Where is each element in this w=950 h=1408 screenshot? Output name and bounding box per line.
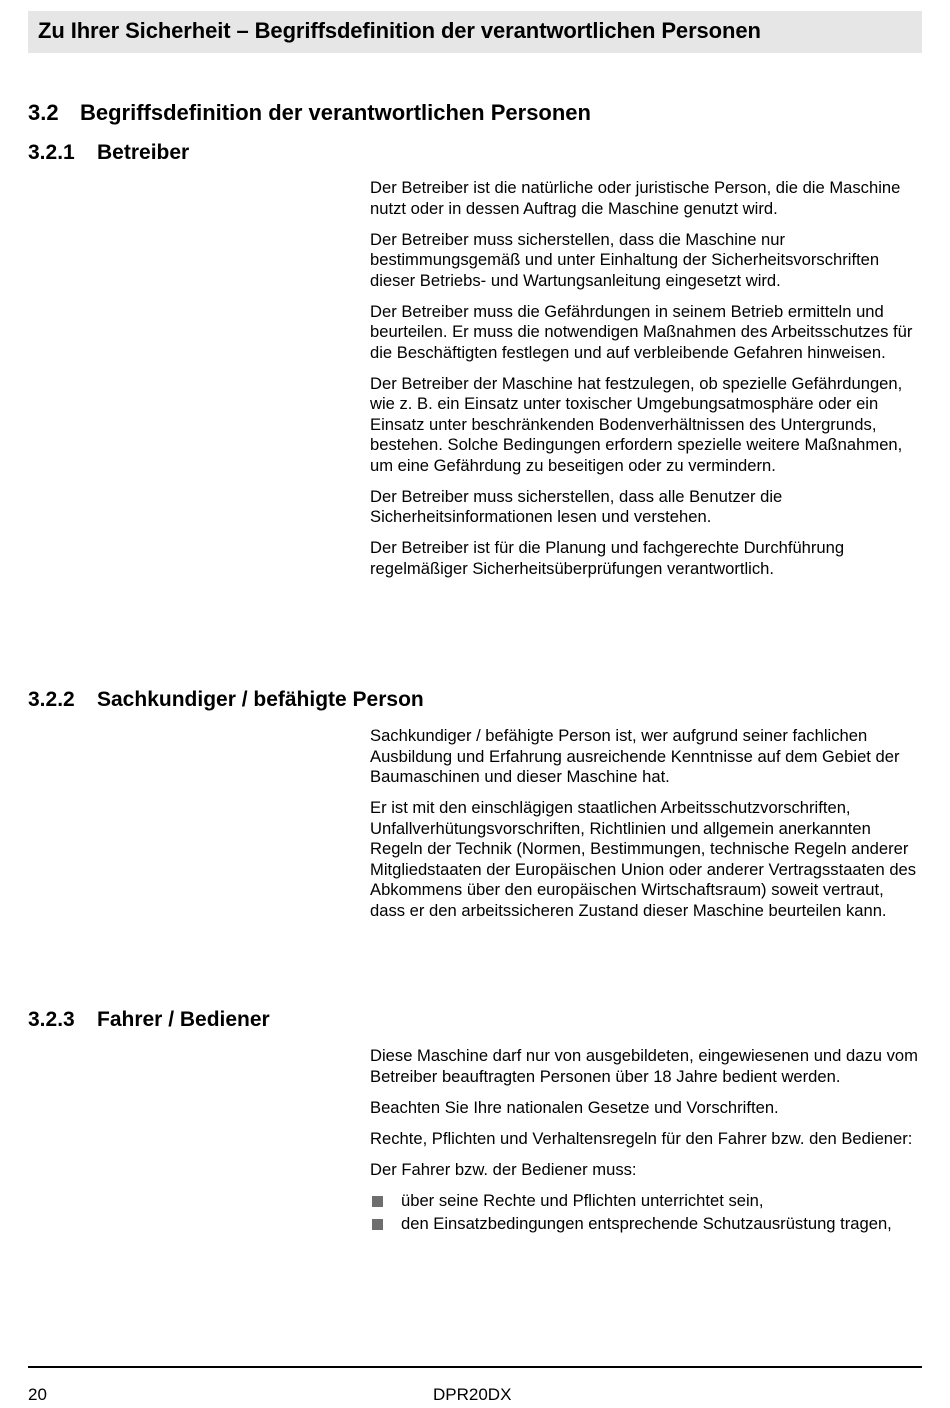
paragraph: Er ist mit den einschlägigen staatlichen Arbeitsschutzvorschriften, Unfallverhütungsvorschriften, Richtlinien und allgemein anerkannten Regeln der Technik (Normen, Bestimmungen, technische Regeln anderer Mitgliedstaaten der Europäischen Union oder anderer Vertragsstaaten des Abkommens über den europäischen Wirtschaftsraum) soweit vertraut, dass er den arbeitssicheren Zustand dieser Maschine beurteilen kann.	[370, 798, 917, 920]
section-number: 3.2	[28, 100, 59, 125]
footer-divider	[28, 1366, 922, 1368]
subsection-number: 3.2.2	[28, 688, 75, 711]
model-name: DPR20DX	[433, 1385, 512, 1404]
subsection-number: 3.2.3	[28, 1008, 75, 1031]
bullet-text: über seine Rechte und Pflichten unterrichtet sein,	[401, 1190, 764, 1210]
bullet-item	[370, 1191, 922, 1212]
subsection-heading-betreiber	[28, 141, 189, 165]
paragraph: Rechte, Pflichten und Verhaltensregeln für den Fahrer bzw. den Bediener:	[370, 1128, 913, 1148]
paragraph: Der Betreiber der Maschine hat festzulegen, ob spezielle Gefährdungen, wie z. B. ein Einsatz unter toxischer Umgebungsatmosphäre oder ein Einsatz unter beschränkenden Bodenverhältnissen des Untergrunds, bestehen. Solche Bedingungen erfordern spezielle weitere Maßnahmen, um eine Gefährdung zu beseitigen oder zu vermindern.	[370, 373, 903, 475]
paragraph: Diese Maschine darf nur von ausgebildeten, eingewiesenen und dazu vom Betreiber beauftragten Personen über 18 Jahre bedient werden.	[370, 1046, 918, 1086]
bullet-item	[370, 1214, 922, 1235]
paragraph: Der Betreiber ist für die Planung und fachgerechte Durchführung regelmäßiger Sicherheitsüberprüfungen verantwortlich.	[370, 538, 845, 578]
bullet-list	[370, 1191, 922, 1235]
page-header-bar	[28, 11, 922, 53]
subsection-body-fahrer	[370, 1046, 922, 1238]
paragraph: Sachkundiger / befähigte Person ist, wer aufgrund seiner fachlichen Ausbildung und Erfahrung ausreichende Kenntnisse auf dem Gebiet der Baumaschinen und dieser Maschine hat.	[370, 726, 900, 786]
page-header-title: Zu Ihrer Sicherheit – Begriffsdefinition der verantwortlichen Personen	[38, 18, 761, 43]
section-title: Begriffsdefinition der verantwortlichen Personen	[80, 100, 591, 125]
page-number: 20	[28, 1385, 47, 1404]
paragraph: Der Betreiber muss die Gefährdungen in seinem Betrieb ermitteln und beurteilen. Er muss die notwendigen Maßnahmen des Arbeitsschutzes für die Beschäftigten festlegen und auf verbleibende Gefahren hinweisen.	[370, 301, 913, 362]
subsection-title: Betreiber	[97, 141, 190, 164]
subsection-body-sachkundiger	[370, 726, 922, 932]
bullet-text: den Einsatzbedingungen entsprechende Schutzausrüstung tragen,	[401, 1214, 892, 1233]
subsection-number: 3.2.1	[28, 141, 75, 164]
section-heading	[28, 100, 591, 126]
paragraph: Beachten Sie Ihre nationalen Gesetze und Vorschriften.	[370, 1097, 779, 1117]
paragraph: Der Betreiber ist die natürliche oder juristische Person, die die Maschine nutzt oder in dessen Auftrag die Maschine genutzt wird.	[370, 178, 901, 218]
paragraph: Der Fahrer bzw. der Bediener muss:	[370, 1159, 637, 1179]
subsection-title: Sachkundiger / befähigte Person	[97, 688, 424, 711]
paragraph: Der Betreiber muss sicherstellen, dass alle Benutzer die Sicherheitsinformationen lesen und verstehen.	[370, 486, 783, 526]
paragraph: Der Betreiber muss sicherstellen, dass die Maschine nur bestimmungsgemäß und unter Einhaltung der Sicherheitsvorschriften dieser Betriebs- und Wartungsanleitung eingesetzt wird.	[370, 229, 880, 290]
subsection-heading-fahrer	[28, 1008, 270, 1032]
subsection-body-betreiber	[370, 178, 922, 590]
subsection-heading-sachkundiger	[28, 688, 424, 712]
square-bullet-icon	[372, 1219, 383, 1230]
subsection-title: Fahrer / Bediener	[97, 1008, 270, 1031]
square-bullet-icon	[372, 1196, 383, 1207]
